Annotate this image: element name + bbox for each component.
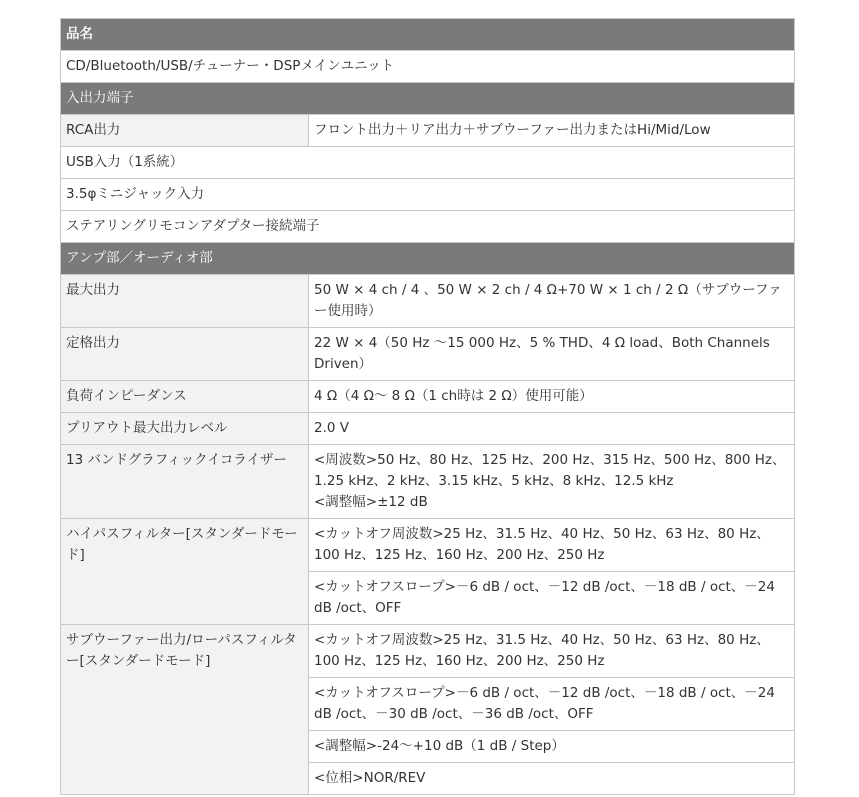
- section-header-amp: アンプ部／オーディオ部: [61, 243, 795, 275]
- table-row: [61, 115, 795, 147]
- table-row: [61, 147, 795, 179]
- geq-frequency: <周波数>50 Hz、80 Hz、125 Hz、200 Hz、315 Hz、500 Hz、800 Hz、1.25 kHz、2 kHz、3.15 kHz、5 kHz、8 kHz、12.5 kHz: [314, 452, 786, 489]
- table-row: [61, 179, 795, 211]
- rca-output-label: RCA出力: [61, 115, 309, 147]
- table-row: [61, 328, 795, 381]
- steering-remote-value: ステアリングリモコンアダプター接続端子: [61, 211, 795, 243]
- table-row: [61, 51, 795, 83]
- product-name-value: CD/Bluetooth/USB/チューナー・DSPメインユニット: [61, 51, 795, 83]
- rated-output-label: 定格出力: [61, 328, 309, 381]
- table-row: [61, 625, 795, 678]
- hpf-cutoff-value: <カットオフ周波数>25 Hz、31.5 Hz、40 Hz、50 Hz、63 Hz、80 Hz、100 Hz、125 Hz、160 Hz、200 Hz、250 Hz: [309, 519, 795, 572]
- table-row: [61, 445, 795, 519]
- rca-output-value: フロント出力＋リア出力＋サブウーファー出力またはHi/Mid/Low: [309, 115, 795, 147]
- table-row: [61, 211, 795, 243]
- hpf-label: ハイパスフィルター[スタンダードモード]: [61, 519, 309, 625]
- rated-output-value: 22 W × 4（50 Hz ～15 000 Hz、5 % THD、4 Ω load、Both Channels Driven）: [309, 328, 795, 381]
- max-output-value: 50 W × 4 ch / 4 、50 W × 2 ch / 4 Ω+70 W × 1 ch / 2 Ω（サブウーファー使用時）: [309, 275, 795, 328]
- lpf-phase-value: <位相>NOR/REV: [309, 763, 795, 795]
- minijack-input-value: 3.5φミニジャック入力: [61, 179, 795, 211]
- lpf-label: サブウーファー出力/ローパスフィルター[スタンダードモード]: [61, 625, 309, 795]
- section-header-product-name: 品名: [61, 19, 795, 51]
- section-row-io: [61, 83, 795, 115]
- table-row: [61, 413, 795, 445]
- section-row-amp: [61, 243, 795, 275]
- section-row-product-name: [61, 19, 795, 51]
- preout-label: プリアウト最大出力レベル: [61, 413, 309, 445]
- lpf-slope-value: <カットオフスロープ>－6 dB / oct、－12 dB /oct、－18 dB / oct、－24 dB /oct、－30 dB /oct、－36 dB /oct、OFF: [309, 678, 795, 731]
- geq-value: [309, 445, 795, 519]
- section-header-io: 入出力端子: [61, 83, 795, 115]
- impedance-value: 4 Ω（4 Ω～ 8 Ω（1 ch時は 2 Ω）使用可能）: [309, 381, 795, 413]
- preout-value: 2.0 V: [309, 413, 795, 445]
- hpf-slope-value: <カットオフスロープ>－6 dB / oct、－12 dB /oct、－18 dB / oct、－24 dB /oct、OFF: [309, 572, 795, 625]
- lpf-range-value: <調整幅>-24～+10 dB（1 dB / Step）: [309, 731, 795, 763]
- max-output-label: 最大出力: [61, 275, 309, 328]
- table-row: [61, 519, 795, 572]
- spec-table: [60, 18, 795, 795]
- table-row: [61, 381, 795, 413]
- table-row: [61, 275, 795, 328]
- geq-label: 13 バンドグラフィックイコライザー: [61, 445, 309, 519]
- impedance-label: 負荷インピーダンス: [61, 381, 309, 413]
- lpf-cutoff-value: <カットオフ周波数>25 Hz、31.5 Hz、40 Hz、50 Hz、63 Hz、80 Hz、100 Hz、125 Hz、160 Hz、200 Hz、250 Hz: [309, 625, 795, 678]
- geq-range: <調整幅>±12 dB: [314, 494, 428, 510]
- usb-input-value: USB入力（1系統）: [61, 147, 795, 179]
